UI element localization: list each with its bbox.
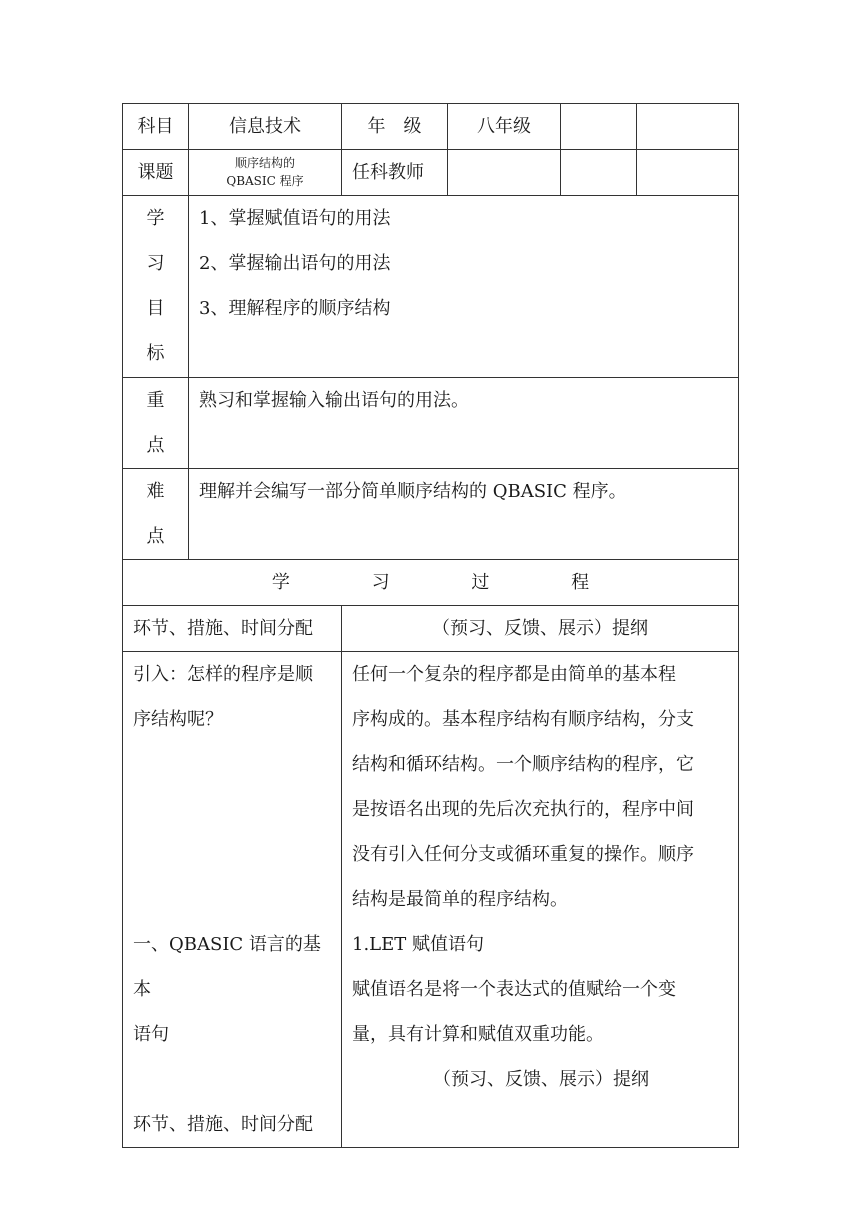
title-char: 习 xyxy=(371,572,390,593)
right-line: 1.LET 赋值语句 xyxy=(352,934,484,955)
objectives-content xyxy=(189,196,739,378)
label-char: 目 xyxy=(146,298,165,319)
subject-value: 信息技术 xyxy=(189,104,342,150)
topic-label: 课题 xyxy=(123,150,189,196)
topic-value: 顺序结构的 QBASIC 程序 xyxy=(189,150,342,196)
left-line: 一、QBASIC 语言的基本 xyxy=(133,934,321,1000)
key-points-text: 熟习和掌握输入输出语句的用法。 xyxy=(189,378,739,469)
label-char: 习 xyxy=(146,253,165,274)
grade-value: 八年级 xyxy=(448,104,561,150)
label-char: 难 xyxy=(146,481,165,502)
empty-cell xyxy=(637,150,739,196)
title-char: 过 xyxy=(471,572,490,593)
key-points-row xyxy=(123,378,739,469)
empty-cell xyxy=(561,104,637,150)
header-row-1 xyxy=(123,104,739,150)
right-line: 结构是最简单的程序结构。 xyxy=(352,889,568,910)
header-row-2 xyxy=(123,150,739,196)
label-char: 重 xyxy=(146,390,165,411)
difficulties-text: 理解并会编写一部分简单顺序结构的 QBASIC 程序。 xyxy=(189,469,739,560)
process-left-header: 环节、措施、时间分配 xyxy=(123,606,342,652)
right-line: 赋值语名是将一个表达式的值赋给一个变 xyxy=(352,979,676,1000)
right-line: 任何一个复杂的程序都是由简单的基本程 xyxy=(352,664,676,685)
left-footer: 环节、措施、时间分配 xyxy=(133,1114,313,1135)
teacher-label: 任科教师 xyxy=(342,150,448,196)
subject-label: 科目 xyxy=(123,104,189,150)
right-line: 是按语名出现的先后次充执行的，程序中间 xyxy=(352,799,694,820)
left-line: 语句 xyxy=(133,1024,169,1045)
difficulties-label xyxy=(123,469,189,560)
objectives-row xyxy=(123,196,739,378)
label-char: 点 xyxy=(146,526,165,547)
objective-item: 1、掌握赋值语句的用法 xyxy=(199,208,391,229)
lesson-plan-table xyxy=(122,103,739,1148)
grade-label: 年 级 xyxy=(342,104,448,150)
objectives-label xyxy=(123,196,189,378)
difficulties-row xyxy=(123,469,739,560)
title-char: 学 xyxy=(271,572,290,593)
right-line: 没有引入任何分支或循环重复的操作。顺序 xyxy=(352,844,694,865)
right-line: 量，具有计算和赋值双重功能。 xyxy=(352,1024,604,1045)
right-footer: （预习、反馈、展示）提纲 xyxy=(433,1069,649,1090)
key-points-label xyxy=(123,378,189,469)
objective-item: 3、理解程序的顺序结构 xyxy=(199,298,391,319)
right-line: 序构成的。基本程序结构有顺序结构，分支 xyxy=(352,709,694,730)
empty-cell xyxy=(561,150,637,196)
process-left-content xyxy=(123,652,342,1148)
left-line: 序结构呢？ xyxy=(133,709,223,730)
process-content-row xyxy=(123,652,739,1148)
empty-cell xyxy=(637,104,739,150)
label-char: 点 xyxy=(146,435,165,456)
label-char: 学 xyxy=(146,208,165,229)
teacher-value xyxy=(448,150,561,196)
process-header-row xyxy=(123,606,739,652)
process-title xyxy=(123,560,739,606)
label-char: 标 xyxy=(146,343,165,364)
right-line: 结构和循环结构。一个顺序结构的程序，它 xyxy=(352,754,694,775)
objective-item: 2、掌握输出语句的用法 xyxy=(199,253,391,274)
process-right-header: （预习、反馈、展示）提纲 xyxy=(342,606,739,652)
left-line: 引入：怎样的程序是顺 xyxy=(133,664,313,685)
process-right-content xyxy=(342,652,739,1148)
title-char: 程 xyxy=(571,572,590,593)
process-title-row xyxy=(123,560,739,606)
